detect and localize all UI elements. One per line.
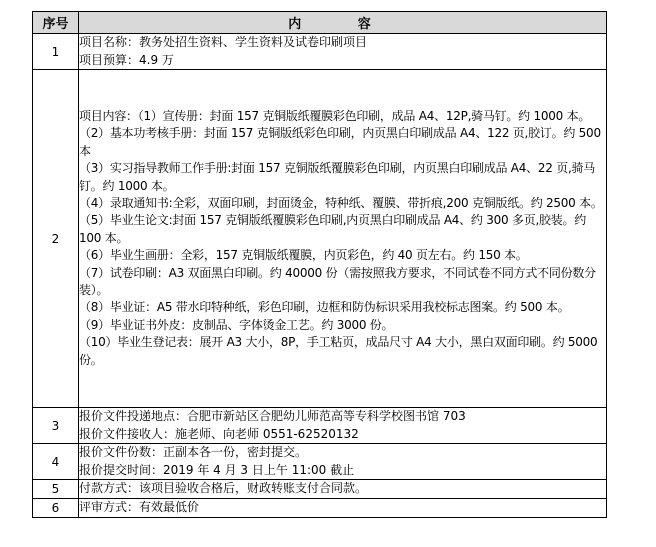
project-budget: 项目预算：4.9 万 (79, 52, 174, 67)
row-number: 5 (33, 480, 79, 499)
content-item-diploma-cover: （9）毕业证书外皮：皮制品、字体烫金工艺。约 3000 份。 (79, 317, 394, 332)
row-content (79, 480, 607, 499)
header-row (33, 12, 607, 34)
row-number: 4 (33, 444, 79, 480)
payment-method: 付款方式：该项目验收合格后，财政转账支付合同款。 (79, 481, 368, 496)
table-row-project-info (33, 34, 607, 70)
content-item-diploma: （8）毕业证：A5 带水印特种纸，彩色印刷，边框和防伪标识采用我校标志图案。约 500 本。 (79, 300, 570, 315)
table-row-submission-time (33, 444, 607, 480)
row-number: 6 (33, 499, 79, 518)
row-number: 3 (33, 408, 79, 444)
row-content (79, 444, 607, 480)
row-number: 1 (33, 34, 79, 70)
row-content (79, 34, 607, 70)
content-item-internship-manual: （3）实习指导教师工作手册:封面 157 克铜版纸覆膜彩色印刷，内页黑白印刷成品 A4、22 页,骑马钉。约 1000 本。 (79, 161, 596, 193)
row-content (79, 408, 607, 444)
content-item-registration-form: （10）毕业生登记表：展开 A3 大小，8P，手工粘页，成品尺寸 A4 大小，黑白双面印刷。约 5000 份。 (79, 335, 598, 367)
table-row-submission-place (33, 408, 607, 444)
content-item-album: （6）毕业生画册：全彩，157 克铜版纸覆膜，内页彩色，约 40 页左右。约 150 本。 (79, 248, 528, 263)
table-row-evaluation (33, 499, 607, 518)
content-item-thesis: （5）毕业生论文:封面 157 克铜版纸覆膜彩色印刷,内页黑白印刷成品 A4、约 300 多页,胶装。约 100 本。 (79, 213, 587, 245)
header-content: 内 容 (79, 12, 607, 34)
submission-address: 报价文件投递地点：合肥市新站区合肥幼儿师范高等专科学校图书馆 703 (79, 409, 466, 424)
submission-deadline: 报价提交时间：2019 年 4 月 3 日上午 11:00 截止 (79, 462, 355, 477)
row-number: 2 (33, 70, 79, 408)
row-content (79, 70, 607, 408)
project-name: 项目名称：教务处招生资料、学生资料及试卷印刷项目 (79, 35, 368, 50)
header-serial-number: 序号 (33, 12, 79, 34)
evaluation-method: 评审方式：有效最低价 (79, 500, 200, 515)
submission-recipient: 报价文件接收人：施老师、向老师 0551-62520132 (79, 426, 359, 441)
requirements-table (32, 11, 607, 518)
content-item-exam-papers: （7）试卷印刷：A3 双面黑白印刷。约 40000 份（需按照我方要求，不同试卷不同方式不同份数分装）。 (79, 265, 596, 298)
content-item-admission-notice: （4）录取通知书:全彩，双面印刷，封面烫金，特种纸、覆膜、带折痕,200 克铜版纸。约 2500 本。 (79, 195, 603, 210)
row-content (79, 499, 607, 518)
content-item-handbook: （2）基本功考核手册：封面 157 克铜版纸彩色印刷，内页黑白印刷成品 A4、122 页,胶订。约 500 本 (79, 126, 601, 158)
submission-copies: 报价文件份数：正副本各一份，密封提交。 (79, 445, 308, 460)
table-row-project-content (33, 70, 607, 408)
table-row-payment (33, 480, 607, 499)
content-item-brochure: 项目内容：（1）宣传册：封面 157 克铜版纸覆膜彩色印刷，成品 A4、12P,骑马钉。约 1000 本。 (79, 108, 591, 123)
